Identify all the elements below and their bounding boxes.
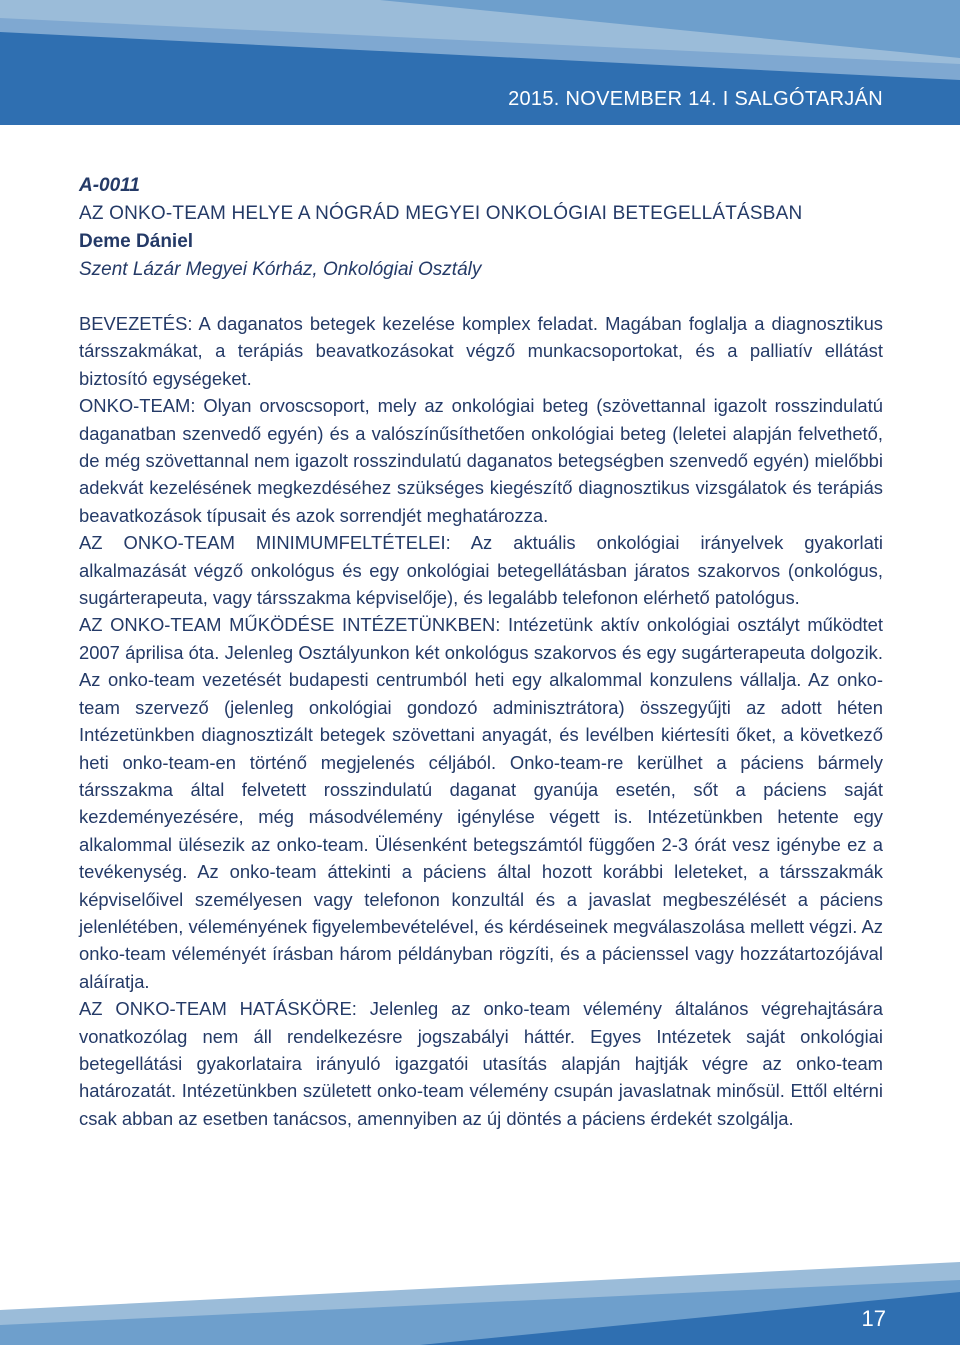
paragraph-operation: AZ ONKO-TEAM MŰKÖDÉSE INTÉZETÜNKBEN: Intézetünk aktív onkológiai osztályt működtet 2007 áprilisa óta. Jelenleg Osztályunkon két onkológus szakorvos és egy sugárterapeuta dolgozik. Az onko-team vezetését budapesti centrumból heti egy alkalommal konzulens vállalja. Az onko-team szervező (jelenleg onkológiai gondozó adminisztrátora) összegyűjti az adott héten Intézetünkben diagnosztizált betegek szövettani anyagát, és levélben kiértesíti őket, a következő heti onko-team-en történő megjelenés céljából. Onko-team-re kerülhet a páciens bármely társszakma által felvetett rosszindulatú daganat gyanúja esetén, sőt a páciens saját kezdeményezésére, még másodvélemény igénylése végett is. Intézetünkben hetente egy alkalommal ülésezik az onko-team. Ülésenként betegszámtól függően 2-3 órát vesz igénybe ez a tevékenység. Az onko-team áttekinti a páciens által hozott korábbi leleteket, a társszakmák képviselőivel személyesen vagy telefonon konzultál és a javaslat megbeszélését a páciens jelenlétében, véleményének figyelembevételével, és kérdéseinek megválaszolása mellett végzi. Az onko-team véleményét írásban három példányban rögzíti, és a pácienssel vagy hozzátartozójával aláíratja. <box>79 614 883 992</box>
abstract-body <box>79 310 883 1132</box>
page-number: 17 <box>861 1306 886 1331</box>
abstract-author: Deme Dániel <box>79 231 194 252</box>
paragraph-minimum-requirements: AZ ONKO-TEAM MINIMUMFELTÉTELEI: Az aktuális onkológiai irányelvek gyakorlati alkalmazását végző onkológus és egy onkológiai betegellátásban járatos szakorvos (onkológus, sugárterapeuta, vagy társszakma képviselője), és legalább telefonon elérhető patológus. <box>79 532 883 609</box>
event-header: 2015. NOVEMBER 14. I SALGÓTARJÁN <box>508 88 883 110</box>
paragraph-onko-team: ONKO-TEAM: Olyan orvoscsoport, mely az onkológiai beteg (szövettannal igazolt rosszindulatú daganatban szenvedő egyén) és a valószínűsíthetően onkológiai beteg (leletei alapján felvethető, de még szövettannal nem igazolt rosszindulatú daganatos betegségben szenvedő egyén) mielőbbi adekvát kezelésének megkezdéséhez szükséges kiegészítő diagnosztikus vizsgálatok és terápiás beavatkozások típusait és azok sorrendjét meghatározza. <box>79 395 883 526</box>
abstract-affiliation: Szent Lázár Megyei Kórház, Onkológiai Osztály <box>79 259 482 280</box>
paragraph-competence: AZ ONKO-TEAM HATÁSKÖRE: Jelenleg az onko-team vélemény általános végrehajtására vonatkozólag nem áll rendelkezésre jogszabályi háttér. Egyes Intézetek saját onkológiai betegellátási gyakorlataira irányuló igazgatói utasítás alapján hajtják végre az onko-team határozatát. Intézetünkben született onko-team vélemény csupán javaslatnak minősül. Ettől eltérni csak abban az esetben tanácsos, amennyiben az új döntés a páciens érdekét szolgálja. <box>79 998 883 1129</box>
paragraph-introduction: BEVEZETÉS: A daganatos betegek kezelése komplex feladat. Magában foglalja a diagnosztikus társszakmákat, a terápiás beavatkozásokat végző munkacsoportokat, és a palliatív ellátást biztosító egységeket. <box>79 313 883 389</box>
abstract-title: AZ ONKO-TEAM HELYE A NÓGRÁD MEGYEI ONKOLÓGIAI BETEGELLÁTÁSBAN <box>79 203 803 224</box>
abstract-code: A-0011 <box>79 175 140 196</box>
abstract <box>79 172 883 1132</box>
